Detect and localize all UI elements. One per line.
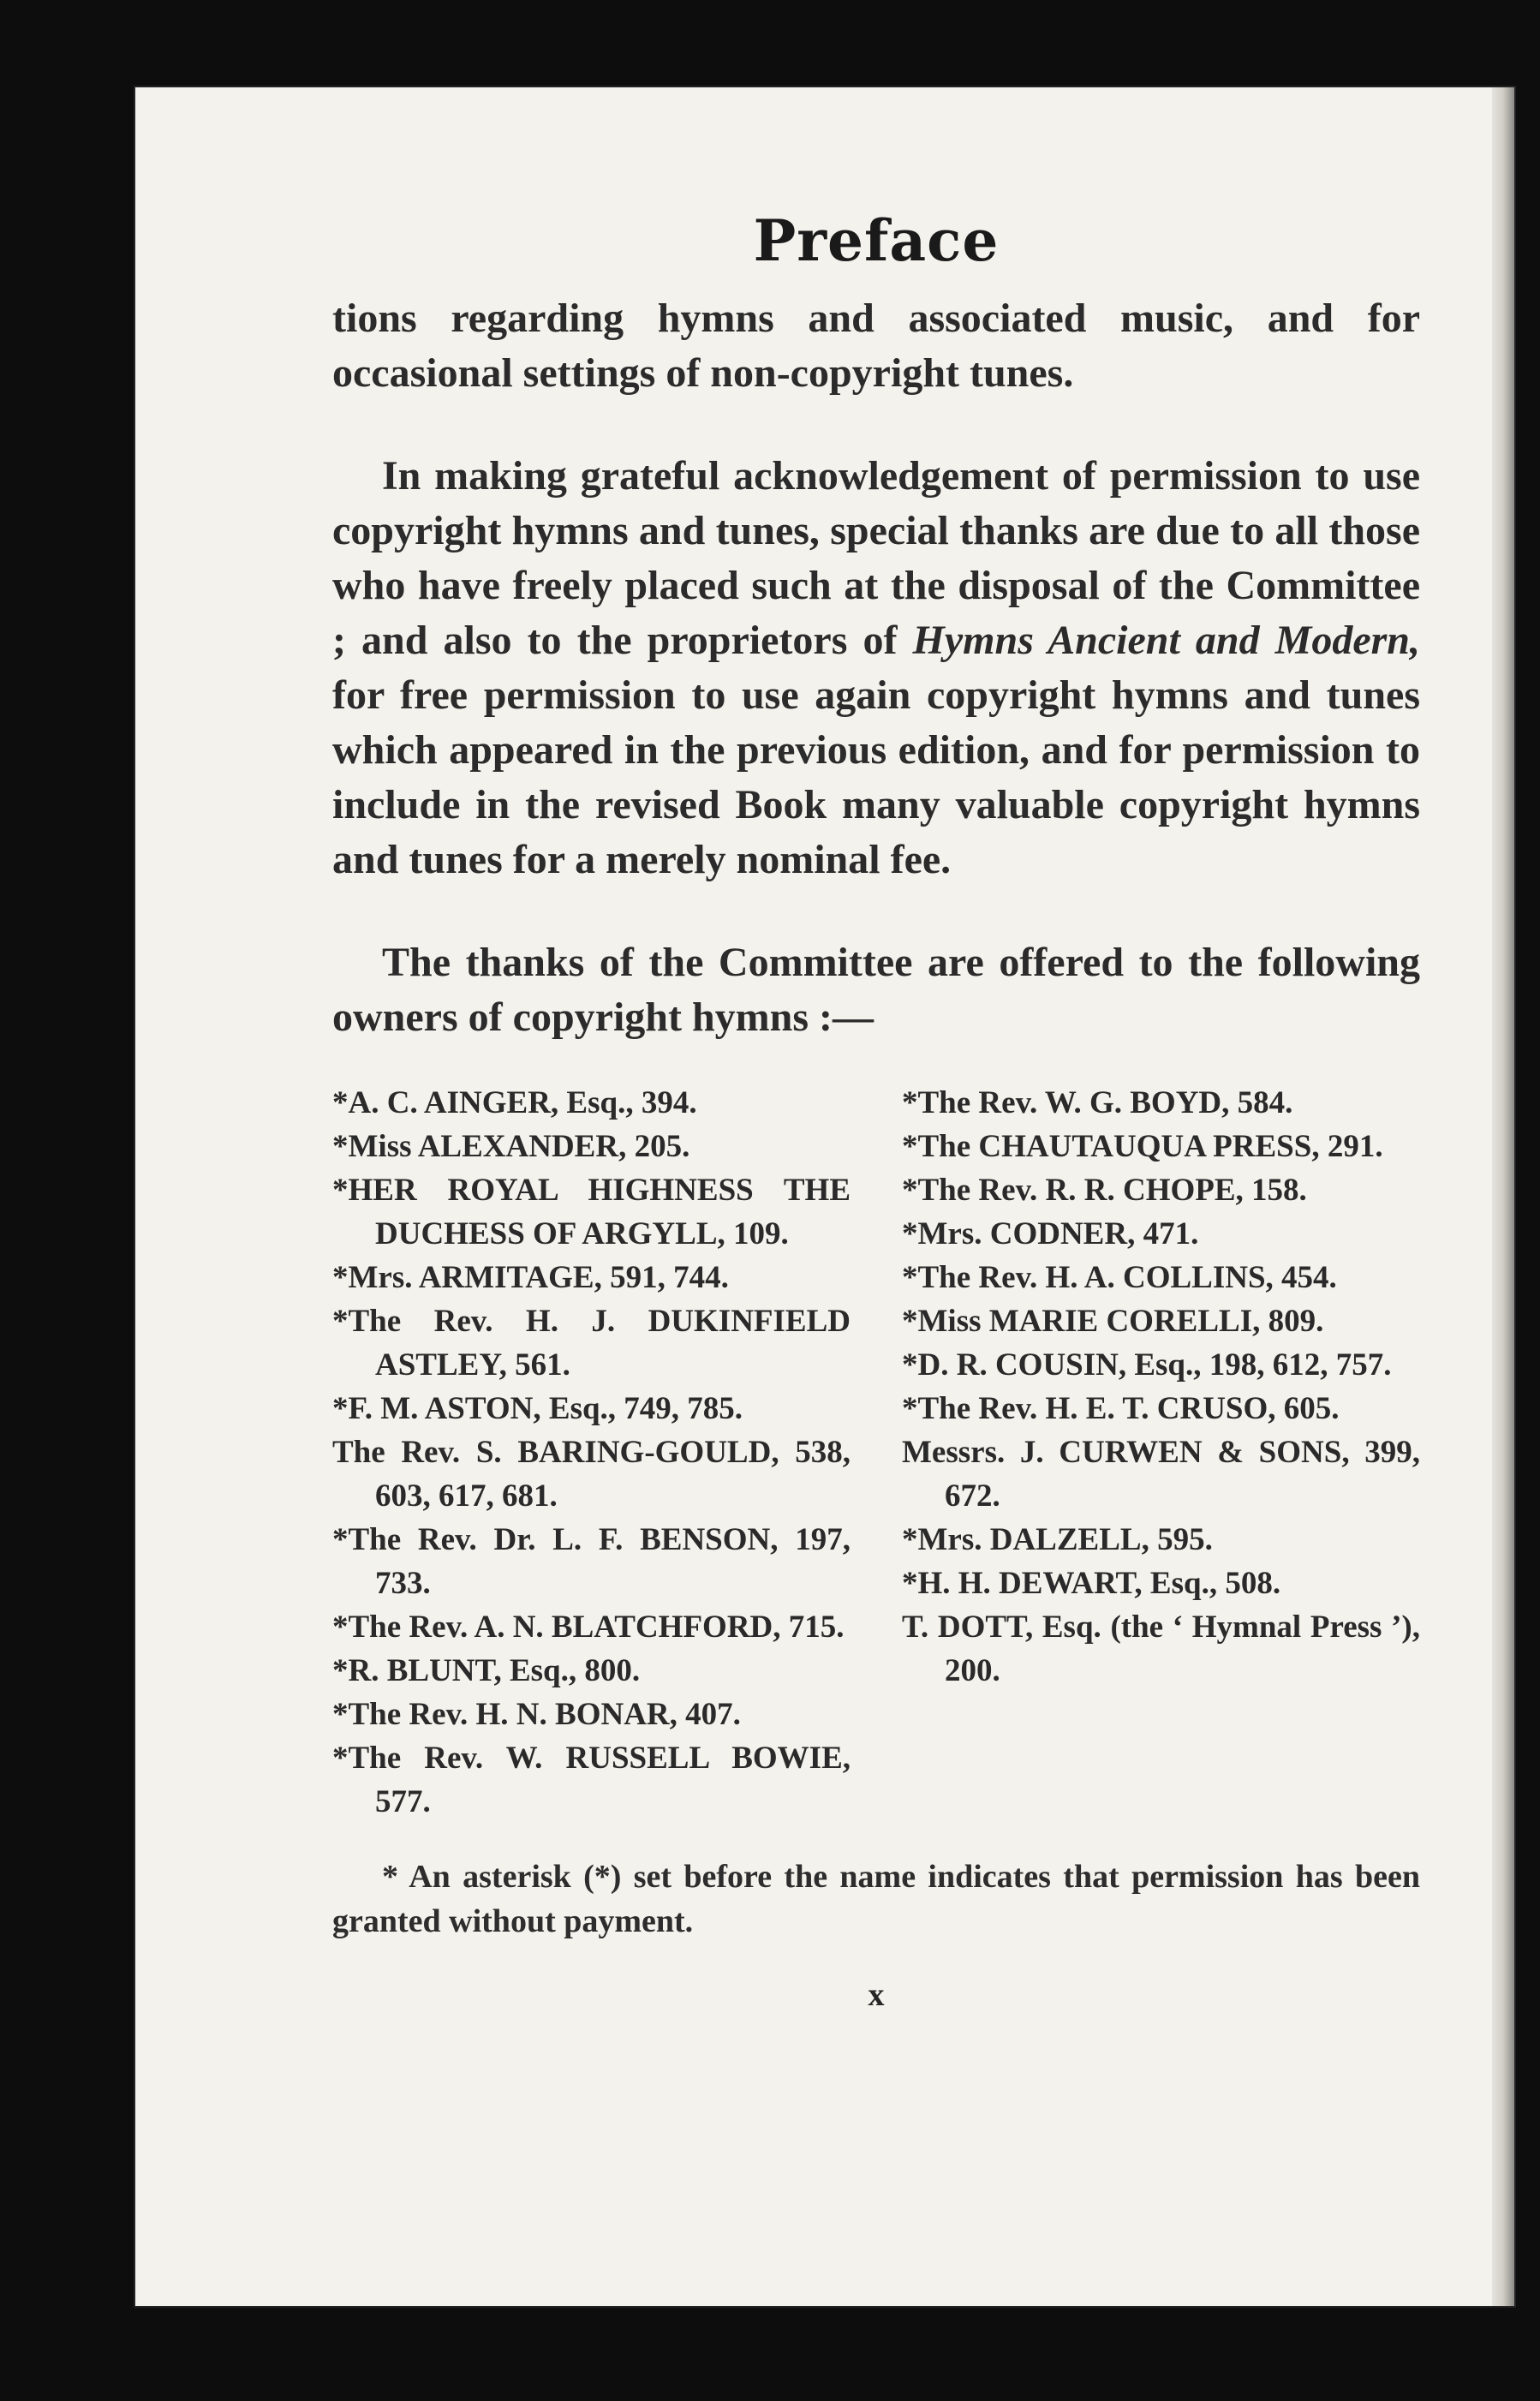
owner-entry: *The Rev. Dr. L. F. BENSON, 197, 733. xyxy=(332,1522,851,1601)
page-content xyxy=(332,207,1420,2014)
owner-entry: *Miss ALEXANDER, 205. xyxy=(332,1129,690,1164)
owner-entry: *Mrs. ARMITAGE, 591, 744. xyxy=(332,1260,729,1295)
owner-entry: *The Rev. H. J. DUKINFIELD ASTLEY, 561. xyxy=(332,1304,851,1383)
owner-entry: *HER ROYAL HIGHNESS THE DUCHESS OF ARGYLL, 109. xyxy=(332,1173,851,1251)
footnote: * An asterisk (*) set before the name indicates that permission has been granted without payment. xyxy=(332,1859,1420,1939)
page-edge xyxy=(1492,87,1514,2306)
owner-entry: *The Rev. R. R. CHOPE, 158. xyxy=(902,1173,1307,1208)
owner-entry: *Miss MARIE CORELLI, 809. xyxy=(902,1304,1324,1339)
owner-entry: *Mrs. CODNER, 471. xyxy=(902,1216,1199,1251)
book-title-italic: Hymns Ancient and Modern, xyxy=(912,618,1421,663)
paragraph-thanks: The thanks of the Committee are offered to the following owners of copyright hymns :— xyxy=(332,940,1420,1040)
paragraph-text-end: for free permission to use again copyright hymns and tunes which appeared in the previous edition, and for permission to include in the revised Book many valuable copyright hymns and tunes for a merely nominal fee. xyxy=(332,672,1420,882)
owners-list xyxy=(332,1081,1420,1824)
owner-entry: *The Rev. A. N. BLATCHFORD, 715. xyxy=(332,1610,845,1645)
book-page xyxy=(135,87,1514,2306)
owner-entry: *A. C. AINGER, Esq., 394. xyxy=(332,1085,697,1120)
paragraph-text-start: In making grateful acknowledgement of permission to use copyright hymns and tunes, special thanks are due to all those who have freely placed such at the disposal of the Committee ; and also to the proprietors of xyxy=(332,453,1420,663)
owner-entry: *The CHAUTAUQUA PRESS, 291. xyxy=(902,1129,1383,1164)
owner-entry: *F. M. ASTON, Esq., 749, 785. xyxy=(332,1391,743,1426)
owner-entry: The Rev. S. BARING-GOULD, 538, 603, 617, 681. xyxy=(332,1435,851,1514)
owner-entry: Messrs. J. CURWEN & SONS, 399, 672. xyxy=(902,1435,1420,1514)
owners-column-left xyxy=(332,1081,851,1824)
owner-entry: *D. R. COUSIN, Esq., 198, 612, 757. xyxy=(902,1347,1392,1383)
owner-entry: *H. H. DEWART, Esq., 508. xyxy=(902,1566,1281,1601)
page-title: Preface xyxy=(753,207,1000,274)
owner-entry: *The Rev. W. G. BOYD, 584. xyxy=(902,1085,1293,1120)
owner-entry: *R. BLUNT, Esq., 800. xyxy=(332,1653,641,1688)
owner-entry: T. DOTT, Esq. (the ‘ Hymnal Press ’), 200. xyxy=(902,1610,1420,1688)
paragraph-acknowledgement xyxy=(332,449,1420,887)
owner-entry: *The Rev. W. RUSSELL BOWIE, 577. xyxy=(332,1741,851,1819)
owner-entry: *Mrs. DALZELL, 595. xyxy=(902,1522,1213,1557)
owner-entry: *The Rev. H. A. COLLINS, 454. xyxy=(902,1260,1337,1295)
owner-entry: *The Rev. H. E. T. CRUSO, 605. xyxy=(902,1391,1340,1426)
paragraph-continuation: tions regarding hymns and associated music, and for occasional settings of non-copyright tunes. xyxy=(332,296,1420,396)
owners-column-right xyxy=(902,1081,1420,1824)
page-number: x xyxy=(868,1977,885,2013)
owner-entry: *The Rev. H. N. BONAR, 407. xyxy=(332,1697,741,1732)
